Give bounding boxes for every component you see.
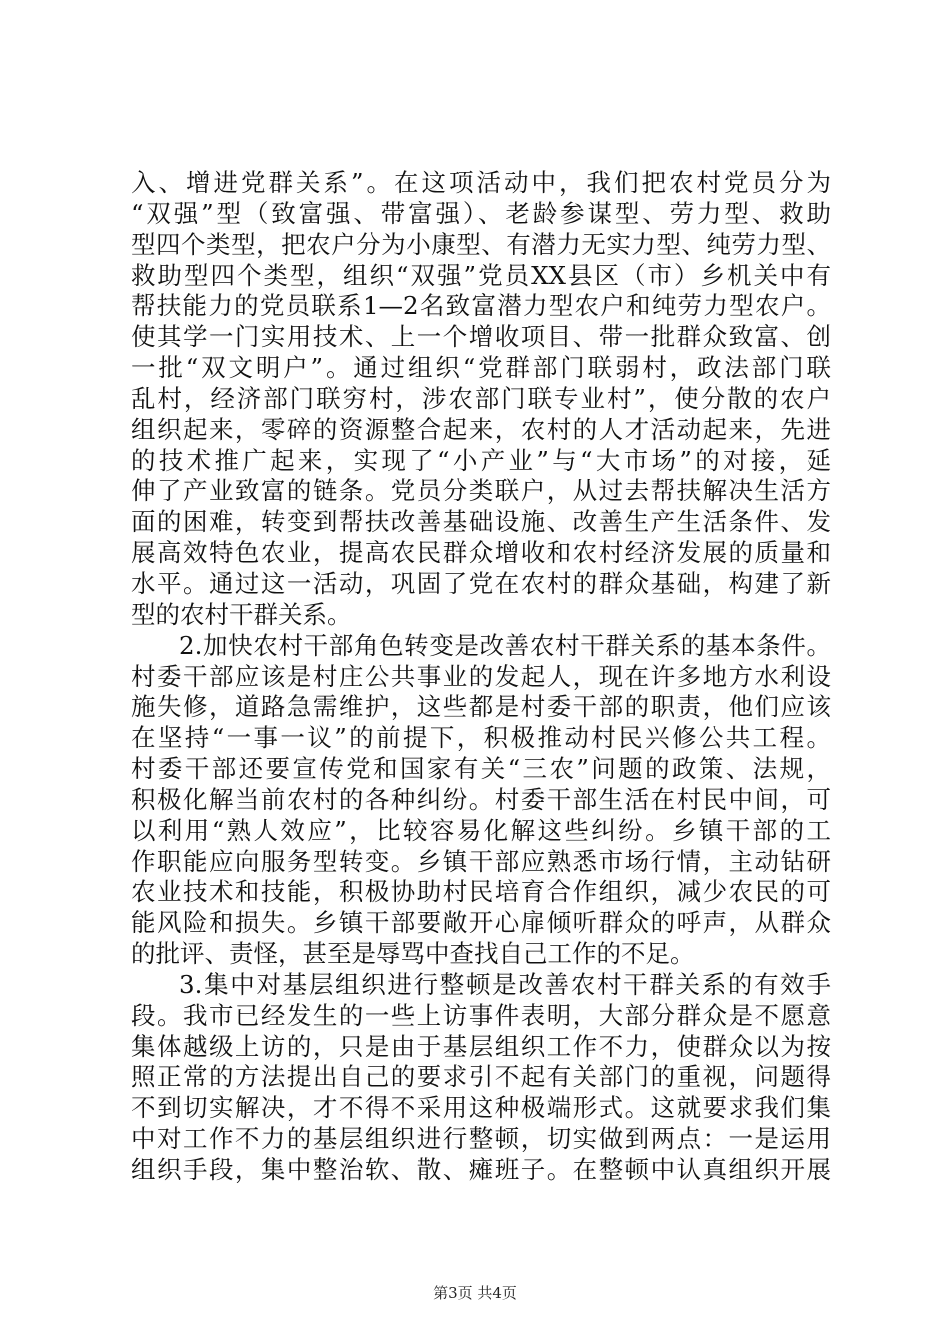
- text-line: 水平。通过这一活动，巩固了党在农村的群众基础，构建了新: [131, 568, 831, 598]
- text-line: 积极化解当前农村的各种纠纷。村委干部生活在村民中间，可: [131, 784, 831, 814]
- text-line: 集体越级上访的，只是由于基层组织工作不力，使群众以为按: [131, 1031, 831, 1061]
- text-line: 组织起来，零碎的资源整合起来，农村的人才活动起来，先进: [131, 414, 831, 444]
- text-line: 面的困难，转变到帮扶改善基础设施、改善生产生活条件、发: [131, 507, 831, 537]
- text-line: 段。我市已经发生的一些上访事件表明，大部分群众是不愿意: [131, 1000, 831, 1030]
- text-line: 能风险和损失。乡镇干部要敞开心扉倾听群众的呼声，从群众: [131, 908, 831, 938]
- text-line: 组织手段，集中整治软、散、瘫班子。在整顿中认真组织开展: [131, 1155, 831, 1184]
- page-footer: [0, 1283, 950, 1303]
- text-line: 使其学一门实用技术、上一个增收项目、带一批群众致富、创: [131, 322, 831, 352]
- text-line: 救助型四个类型，组织“双强”党员XX县区（市）乡机关中有: [131, 260, 831, 290]
- text-line: 以利用“熟人效应”，比较容易化解这些纠纷。乡镇干部的工: [131, 815, 831, 845]
- text-line: 入、增进党群关系”。在这项活动中，我们把农村党员分为: [131, 168, 831, 197]
- text-line: 2.加快农村干部角色转变是改善农村干群关系的基本条件。: [179, 630, 831, 660]
- text-line: 不到切实解决，才不得不采用这种极端形式。这就要求我们集: [131, 1093, 831, 1123]
- text-line: 中对工作不力的基层组织进行整顿，切实做到两点：一是运用: [131, 1124, 831, 1154]
- text-line: “双强”型（致富强、带富强）、老龄参谋型、劳力型、救助: [131, 198, 831, 228]
- text-line: 帮扶能力的党员联系1—2名致富潜力型农户和纯劳力型农户。: [131, 291, 831, 321]
- text-line: 在坚持“一事一议”的前提下，积极推动村民兴修公共工程。: [131, 723, 831, 753]
- text-line: 施失修，道路急需维护，这些都是村委干部的职责，他们应该: [131, 692, 831, 722]
- text-line: 农业技术和技能，积极协助村民培育合作组织，减少农民的可: [131, 877, 831, 907]
- page-number: 第3页 共4页: [433, 1284, 517, 1302]
- text-line: 一批“双文明户”。通过组织“党群部门联弱村，政法部门联: [131, 353, 831, 383]
- text-line: 型的农村干群关系。: [131, 599, 352, 629]
- text-line: 展高效特色农业，提高农民群众增收和农村经济发展的质量和: [131, 538, 831, 568]
- text-line: 型四个类型，把农户分为小康型、有潜力无实力型、纯劳力型、: [131, 229, 831, 259]
- text-line: 乱村，经济部门联穷村，涉农部门联专业村”，使分散的农户: [131, 383, 831, 413]
- text-line: 照正常的方法提出自己的要求引不起有关部门的重视，问题得: [131, 1062, 831, 1092]
- text-line: 村委干部应该是村庄公共事业的发起人，现在许多地方水利设: [131, 661, 831, 691]
- text-line: 作职能应向服务型转变。乡镇干部应熟悉市场行情，主动钻研: [131, 846, 831, 876]
- text-line: 的技术推广起来，实现了“小产业”与“大市场”的对接，延: [131, 445, 831, 475]
- text-line: 3.集中对基层组织进行整顿是改善农村干群关系的有效手: [179, 969, 831, 999]
- text-line: 村委干部还要宣传党和国家有关“三农”问题的政策、法规，: [131, 754, 831, 784]
- text-line: 伸了产业致富的链条。党员分类联户，从过去帮扶解决生活方: [131, 476, 831, 506]
- text-line: 的批评、责怪，甚至是辱骂中查找自己工作的不足。: [131, 939, 695, 969]
- document-body: [131, 168, 831, 1186]
